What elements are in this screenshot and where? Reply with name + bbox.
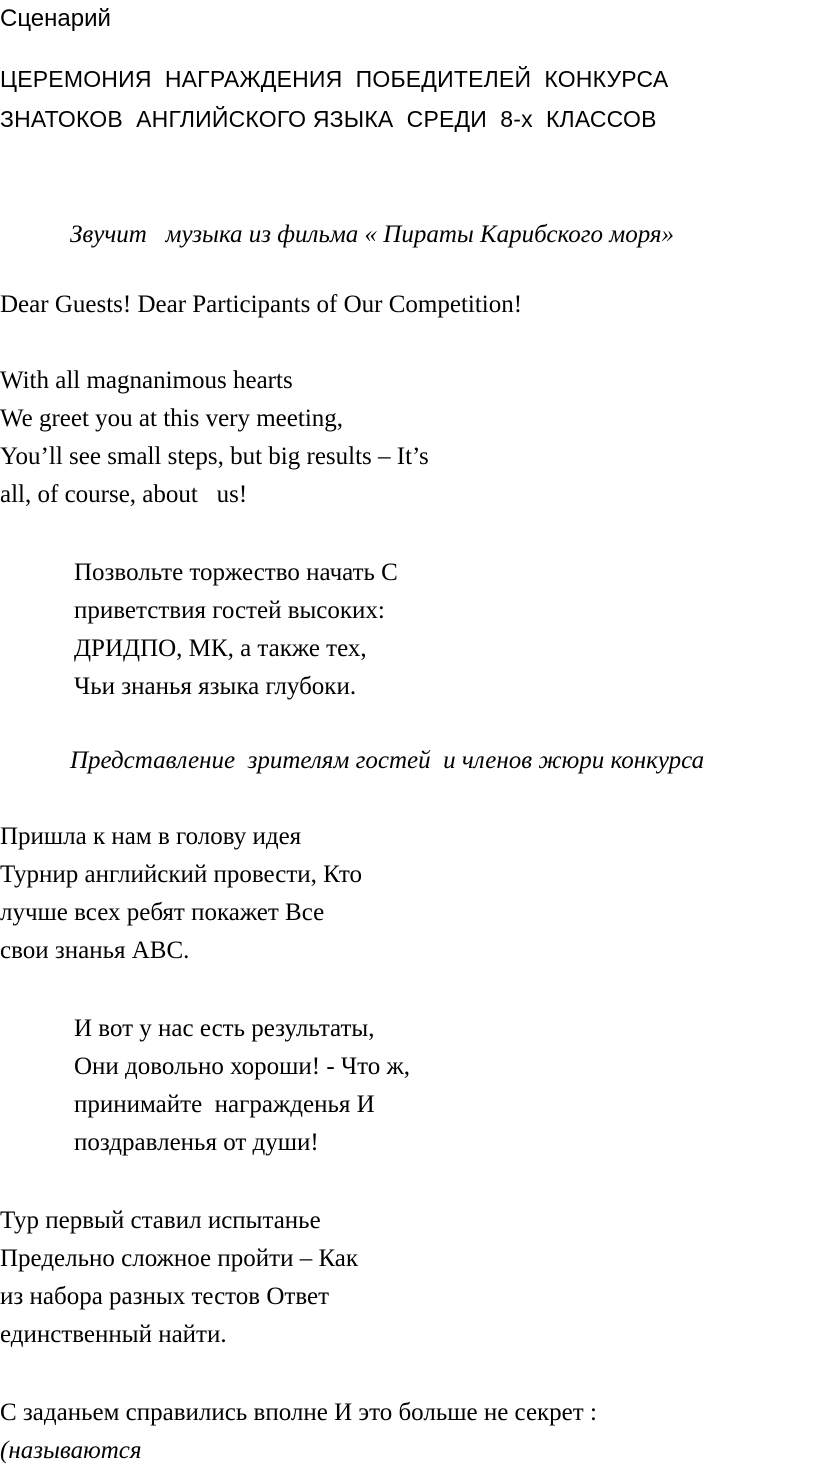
stanza-english-line-3: You’ll see small steps, but big results – It’s: [0, 443, 429, 470]
stanza-5-line-1: Тур первый ставил испытанье: [0, 1207, 321, 1234]
greeting-line: Dear Guests! Dear Participants of Our Competition!: [0, 291, 523, 318]
stanza-2-line-2: приветствия гостей высоких:: [74, 597, 385, 624]
stanza-3-line-1: Пришла к нам в голову идея: [0, 823, 302, 850]
stanza-5-line-2: Предельно сложное пройти – Как: [0, 1245, 359, 1272]
stanza-5-line-4: единственный найти.: [0, 1321, 227, 1348]
stage-direction-guests: Представление зрителям гостей и членов жюри конкурса: [70, 747, 705, 774]
stanza-2-line-4: Чьи знанья языка глубоки.: [74, 673, 357, 700]
closing-note: (называются: [0, 1437, 142, 1464]
stanza-english-line-2: We greet you at this very meeting,: [0, 405, 344, 432]
stanza-4-line-3: принимайте награжденья И: [74, 1091, 375, 1118]
stanza-3-line-3: лучше всех ребят покажет Все: [0, 899, 325, 926]
stanza-2-line-1: Позвольте торжество начать С: [74, 559, 398, 586]
stanza-5-line-3: из набора разных тестов Ответ: [0, 1283, 329, 1310]
stanza-3-line-4: свои знанья ABC.: [0, 937, 190, 964]
stanza-4-line-2: Они довольно хороши! - Что ж,: [74, 1053, 411, 1080]
closing-line: С заданьем справились вполне И это больше не секрет :: [0, 1399, 597, 1426]
stanza-english-line-4: all, of course, about us!: [0, 481, 248, 508]
stanza-3-line-2: Турнир английский провести, Кто: [0, 861, 362, 888]
stage-direction-music: Звучит музыка из фильма « Пираты Карибского моря»: [70, 221, 674, 248]
title-line-2: ЗНАТОКОВ АНГЛИЙСКОГО ЯЗЫКА СРЕДИ 8-х КЛАССОВ: [0, 106, 657, 132]
stanza-4-line-4: поздравленья от души!: [74, 1129, 319, 1156]
stanza-2-line-3: ДРИДПО, МК, а также тех,: [74, 635, 367, 662]
document-label: Сценарий: [0, 5, 111, 32]
title-line-1: ЦЕРЕМОНИЯ НАГРАЖДЕНИЯ ПОБЕДИТЕЛЕЙ КОНКУРСА: [0, 66, 669, 92]
stanza-4-line-1: И вот у нас есть результаты,: [74, 1015, 375, 1042]
stanza-english-line-1: With all magnanimous hearts: [0, 367, 293, 394]
